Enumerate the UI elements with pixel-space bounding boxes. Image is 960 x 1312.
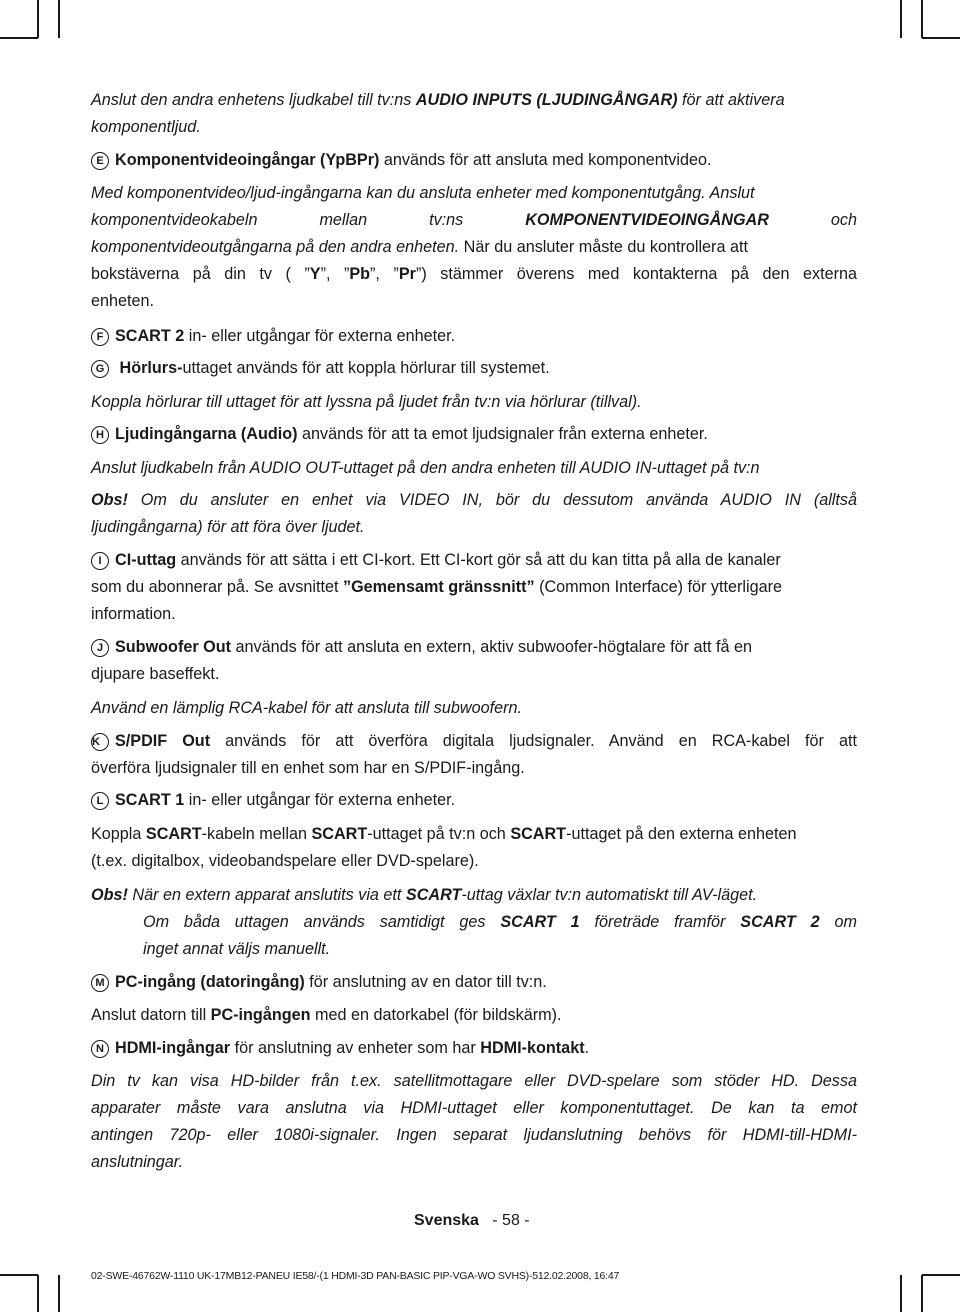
marker-h-icon: H <box>91 426 109 444</box>
marker-i-icon: I <box>91 552 109 570</box>
marker-f-icon: F <box>91 328 109 346</box>
para-spdif-line2: överföra ljudsignaler till en enhet som har en S/PDIF-ingång. <box>91 759 525 777</box>
item-h-audio-inputs: H Ljudingångarna (Audio) används för att ta emot ljudsignaler från externa enheter. <box>91 424 708 444</box>
crop-mark-bottom-left-v2 <box>58 1275 60 1312</box>
item-n-hdmi: N HDMI-ingångar för anslutning av enheter som har HDMI-kontakt. <box>91 1038 589 1058</box>
crop-mark-top-right-v <box>900 0 902 38</box>
para-hdmi-line3: antingen 720p- eller 1080i-signaler. Ingen separat ljudanslutning behövs för HDMI-till-HDMI- <box>91 1126 857 1144</box>
para-audio-inputs-line1: Anslut den andra enhetens ljudkabel till tv:ns AUDIO INPUTS (LJUDINGÅNGAR) för att aktivera <box>91 91 785 109</box>
marker-e-icon: E <box>91 152 109 170</box>
crop-mark-top-left-h <box>0 37 38 39</box>
para-ci-line2: som du abonnerar på. Se avsnittet ”Gemensamt gränssnitt” (Common Interface) för ytterligare <box>91 578 782 596</box>
print-slug-info: 02-SWE-46762W-1110 UK-17MB12-PANEU IE58/-(1 HDMI-3D PAN-BASIC PIP-VGA-WO SVHS)-512.02.2008, 16:47 <box>91 1270 620 1282</box>
para-component-line4: bokstäverna på din tv ( ”Y”, ”Pb”, ”Pr”) stämmer överens med kontakterna på den externa <box>91 265 857 283</box>
item-l-scart1: L SCART 1 in- eller utgångar för externa enheter. <box>91 790 455 810</box>
note-scart-line3: inget annat väljs manuellt. <box>143 940 331 958</box>
para-component-line2: komponentvideokabeln mellan tv:ns KOMPONENTVIDEOINGÅNGAR och <box>91 211 857 229</box>
para-ci-line3: information. <box>91 605 176 623</box>
crop-mark-top-left-v <box>37 0 39 38</box>
para-audio-inputs-line2: komponentljud. <box>91 118 201 136</box>
para-component-line5: enheten. <box>91 292 155 310</box>
para-pc-cable: Anslut datorn till PC-ingången med en datorkabel (för bildskärm). <box>91 1006 562 1024</box>
crop-mark-bottom-left-h <box>0 1274 38 1276</box>
marker-g-icon: G <box>91 360 109 378</box>
para-headphones: Koppla hörlurar till uttaget för att lyssna på ljudet från tv:n via hörlurar (tillval). <box>91 393 642 411</box>
note-scart-line2: Om båda uttagen används samtidigt ges SCART 1 företräde framför SCART 2 om <box>143 913 857 931</box>
marker-n-icon: N <box>91 1040 109 1058</box>
crop-mark-top-right-h <box>922 37 960 39</box>
note-video-in-line1: Obs! Om du ansluter en enhet via VIDEO IN, bör du dessutom använda AUDIO IN (alltså <box>91 491 857 509</box>
marker-k-icon: K <box>91 733 109 751</box>
note-video-in-line2: ljudingångarna) för att föra över ljudet. <box>91 518 365 536</box>
para-component-line1: Med komponentvideo/ljud-ingångarna kan du ansluta enheter med komponentutgång. Anslut <box>91 184 755 202</box>
para-audio-cable: Anslut ljudkabeln från AUDIO OUT-uttaget på den andra enheten till AUDIO IN-uttaget på tv:n <box>91 459 760 477</box>
para-rca-cable: Använd en lämplig RCA-kabel för att ansluta till subwoofern. <box>91 699 522 717</box>
item-i-ci-slot: I CI-uttag används för att sätta i ett CI-kort. Ett CI-kort gör så att du kan titta på alla de kanaler <box>91 550 781 570</box>
para-hdmi-line4: anslutningar. <box>91 1153 184 1171</box>
crop-mark-bottom-right-v2 <box>921 1275 923 1312</box>
para-subwoofer-line2: djupare baseffekt. <box>91 665 220 683</box>
para-component-line3: komponentvideoutgångarna på den andra enheten. När du ansluter måste du kontrollera att <box>91 238 748 256</box>
item-e-component-inputs: E Komponentvideoingångar (YpBPr) används för att ansluta med komponentvideo. <box>91 150 711 170</box>
crop-mark-top-left-v2 <box>58 0 60 38</box>
page-footer-number: Svenska - 58 - <box>414 1212 530 1229</box>
marker-l-icon: L <box>91 792 109 810</box>
para-hdmi-line1: Din tv kan visa HD-bilder från t.ex. satellitmottagare eller DVD-spelare som stöder HD. Dessa <box>91 1072 857 1090</box>
marker-j-icon: J <box>91 639 109 657</box>
para-scart-cable-line1: Koppla SCART-kabeln mellan SCART-uttaget på tv:n och SCART-uttaget på den externa enheten <box>91 825 797 843</box>
crop-mark-bottom-right-v <box>900 1275 902 1312</box>
crop-mark-bottom-right-h <box>922 1274 960 1276</box>
marker-m-icon: M <box>91 974 109 992</box>
item-g-headphones: G Hörlurs-uttaget används för att koppla hörlurar till systemet. <box>91 358 550 378</box>
crop-mark-bottom-left-v <box>37 1275 39 1312</box>
para-scart-cable-line2: (t.ex. digitalbox, videobandspelare eller DVD-spelare). <box>91 852 479 870</box>
crop-mark-top-right-v2 <box>921 0 923 38</box>
item-m-pc-input: M PC-ingång (datoringång) för anslutning av en dator till tv:n. <box>91 972 547 992</box>
note-scart-line1: Obs! När en extern apparat anslutits via ett SCART-uttag växlar tv:n automatiskt till AV-läget. <box>91 886 758 904</box>
item-f-scart2: F SCART 2 in- eller utgångar för externa enheter. <box>91 326 455 346</box>
item-k-spdif: K S/PDIF Out används för att överföra digitala ljudsignaler. Använd en RCA-kabel för att <box>92 732 857 750</box>
para-hdmi-line2: apparater måste vara anslutna via HDMI-uttaget eller komponentuttaget. De kan ta emot <box>91 1099 857 1117</box>
item-j-subwoofer: J Subwoofer Out används för att ansluta en extern, aktiv subwoofer-högtalare för att få en <box>91 637 752 657</box>
